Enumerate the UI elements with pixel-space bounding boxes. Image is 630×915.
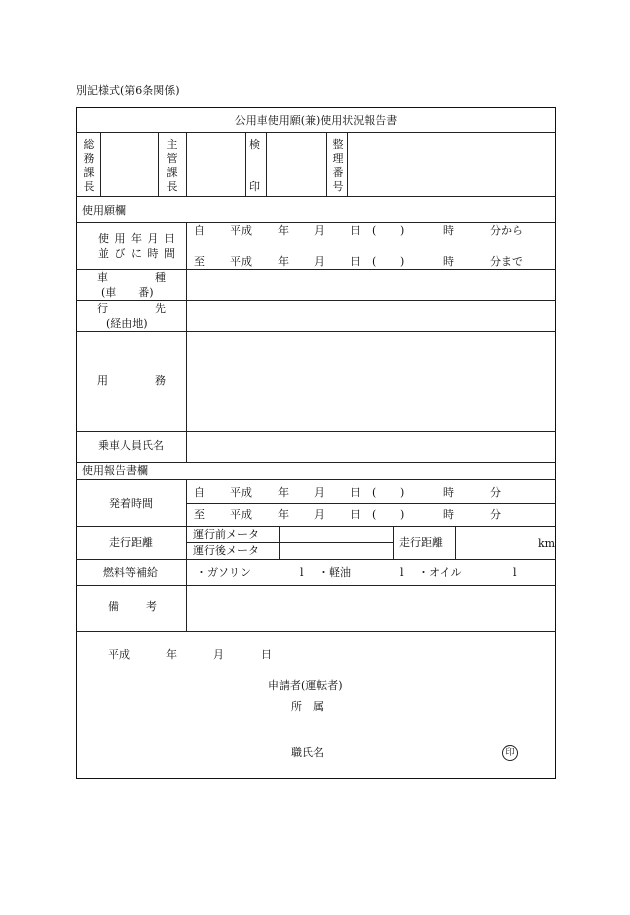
fuel-label: 燃料等補給 <box>103 566 158 579</box>
approval-in-label: 印 <box>249 180 260 193</box>
approval-soumu-label: 総務課長 <box>83 138 95 193</box>
applicant-label: 申請者(運転者) <box>268 679 343 692</box>
distance-label: 走行距離 <box>109 536 153 549</box>
vehicle-label-number: (車 番) <box>101 286 154 299</box>
approval-seiri-label: 整理番号 <box>332 138 344 193</box>
vehicle-label-b: 種 <box>155 271 166 284</box>
destination-label-a: 行 <box>97 302 108 315</box>
destination-label-via: (経由地) <box>106 317 148 330</box>
purpose-label-a: 用 <box>97 374 108 387</box>
use-date-label-1: 使 用 年 月 日 <box>98 232 176 245</box>
purpose-label-b: 務 <box>155 374 166 387</box>
departure-time-label: 発着時間 <box>109 497 153 510</box>
fuel-gasoline-unit: l <box>300 566 304 579</box>
remarks-label-a: 備 <box>108 600 119 613</box>
fuel-gasoline: ・ガソリン <box>196 566 251 579</box>
fuel-oil: ・オイル <box>418 566 462 579</box>
fuel-oil-unit: l <box>513 566 517 579</box>
remarks-label-b: 考 <box>146 600 157 613</box>
approval-ken-label: 検 <box>249 138 260 151</box>
km-unit: km <box>538 537 556 550</box>
passengers-label: 乗車人員氏名 <box>98 439 164 452</box>
vehicle-label-a: 車 <box>97 271 108 284</box>
fuel-diesel-unit: l <box>400 566 404 579</box>
footer-year: 年 <box>166 648 177 661</box>
footer-day: 日 <box>261 648 272 661</box>
destination-label-b: 先 <box>155 302 166 315</box>
meter-before-label: 運行前メータ <box>193 528 259 541</box>
title-name-label: 職氏名 <box>291 746 324 759</box>
seal-mark: 印 <box>502 745 518 761</box>
approval-shukan-label: 主管課長 <box>166 138 178 193</box>
use-date-label-2: 並 び に 時 間 <box>98 247 176 260</box>
form-reference-note: 別記様式(第6条関係) <box>76 84 180 97</box>
distance-label-2: 走行距離 <box>399 536 443 549</box>
footer-month: 月 <box>213 648 224 661</box>
footer-era: 平成 <box>108 648 130 661</box>
fuel-diesel: ・軽油 <box>318 566 351 579</box>
meter-after-label: 運行後メータ <box>193 544 259 557</box>
section-report-label: 使用報告書欄 <box>82 464 148 477</box>
form-title: 公用車使用願(兼)使用状況報告書 <box>234 114 398 127</box>
affiliation-label: 所 属 <box>291 700 324 713</box>
section-request-label: 使用願欄 <box>82 204 126 217</box>
